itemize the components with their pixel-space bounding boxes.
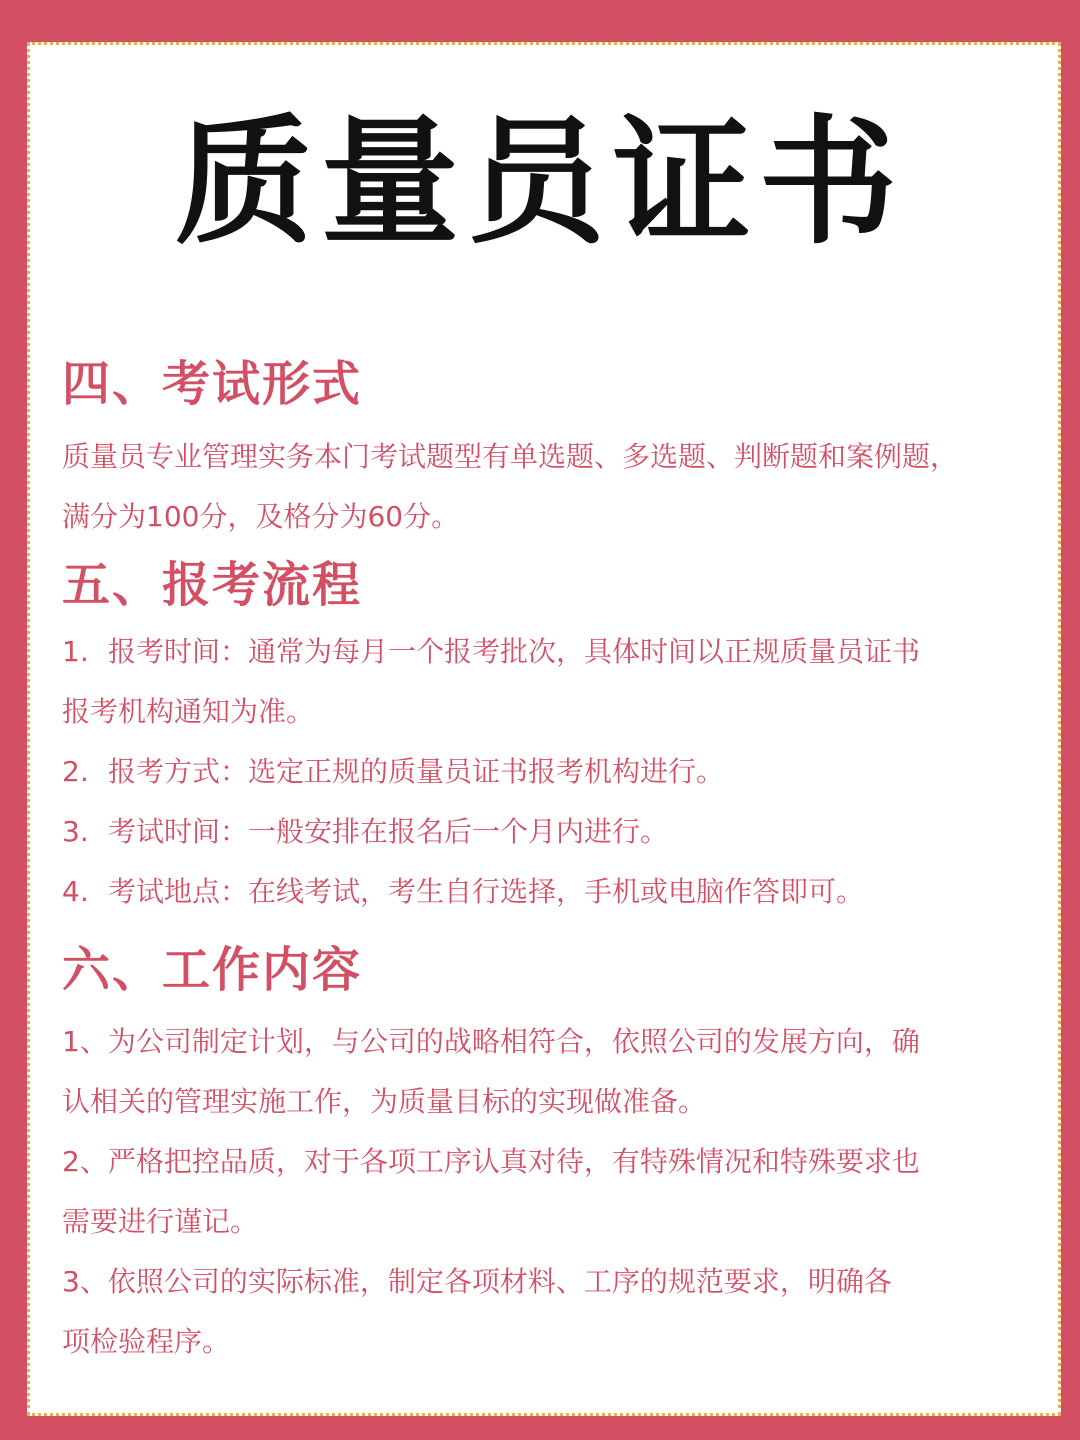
registration-item-2-number: 2. xyxy=(62,755,89,788)
job-content-line-3: 2、严格把控品质，对于各项工序认真对待，有特殊情况和特殊要求也 xyxy=(62,1145,920,1178)
registration-item-2-text: 报考方式：选定正规的质量员证书报考机构进行。 xyxy=(108,755,725,788)
job-content-line-4: 需要进行谨记。 xyxy=(62,1205,259,1238)
job-content-line-5: 3、依照公司的实际标准，制定各项材料、工序的规范要求，明确各 xyxy=(62,1265,892,1298)
job-content-line-1: 1、为公司制定计划，与公司的战略相符合，依照公司的发展方向，确 xyxy=(62,1025,920,1058)
job-content-line-6: 项检验程序。 xyxy=(62,1325,231,1358)
registration-item-1-text: 报考时间：通常为每月一个报考批次，具体时间以正规质量员证书 xyxy=(108,635,921,668)
registration-item-4 xyxy=(62,874,864,910)
registration-item-3-number: 3. xyxy=(62,815,89,848)
job-content-line-2: 认相关的管理实施工作，为质量目标的实现做准备。 xyxy=(62,1085,707,1118)
exam-format-line-1: 质量员专业管理实务本门考试题型有单选题、多选题、判断题和案例题， xyxy=(62,440,959,473)
section-heading-registration-process: 五、报考流程 xyxy=(62,557,363,613)
registration-item-1-line-1 xyxy=(62,634,920,670)
section-heading-exam-format: 四、考试形式 xyxy=(62,356,363,412)
section-heading-job-content: 六、工作内容 xyxy=(62,942,363,998)
registration-item-4-text: 考试地点：在线考试，考生自行选择，手机或电脑作答即可。 xyxy=(108,875,865,908)
registration-item-1-number: 1. xyxy=(62,635,89,668)
registration-item-1-line-2: 报考机构通知为准。 xyxy=(62,695,315,728)
registration-item-3 xyxy=(62,814,668,850)
registration-item-2 xyxy=(62,754,724,790)
page-title: 质量员证书 xyxy=(174,102,905,263)
registration-item-4-number: 4. xyxy=(62,875,89,908)
registration-item-3-text: 考试时间：一般安排在报名后一个月内进行。 xyxy=(108,815,669,848)
exam-format-line-2: 满分为100分，及格分为60分。 xyxy=(62,500,460,533)
